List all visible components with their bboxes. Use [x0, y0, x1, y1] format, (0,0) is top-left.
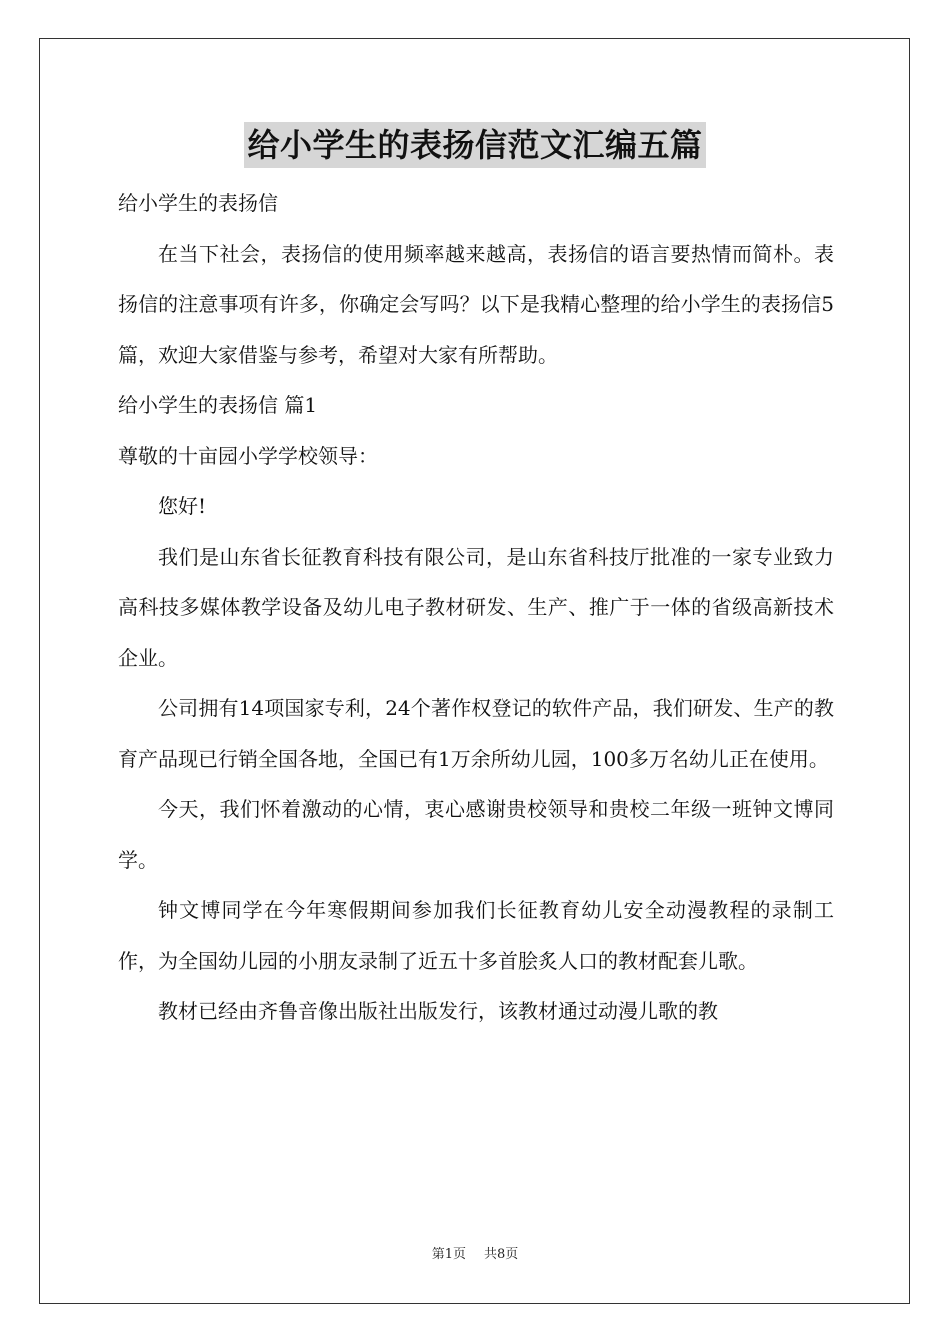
- salutation: 尊敬的十亩园小学学校领导：: [118, 443, 378, 468]
- document-title: 给小学生的表扬信范文汇编五篇: [244, 122, 705, 168]
- page-number: 第1页: [431, 1247, 466, 1262]
- document-body: [118, 178, 834, 1037]
- paragraph: 给小学生的表扬信: [118, 191, 278, 215]
- greeting: 您好!: [158, 494, 207, 518]
- paragraph: 钟文博同学在今年寒假期间参加我们长征教育幼儿安全动漫教程的录制工作，为全国幼儿园的小朋友录制了近五十多首脍炙人口的教材配套儿歌。: [118, 898, 834, 973]
- paragraph: 公司拥有14项国家专利，24个著作权登记的软件产品，我们研发、生产的教育产品现已行销全国各地，全国已有1万余所幼儿园，100多万名幼儿正在使用。: [118, 696, 834, 771]
- section-heading: 给小学生的表扬信 篇1: [118, 393, 318, 417]
- paragraph: 在当下社会，表扬信的使用频率越来越高，表扬信的语言要热情而简朴。表扬信的注意事项有许多，你确定会写吗？以下是我精心整理的给小学生的表扬信5篇，欢迎大家借鉴与参考，希望对大家有所帮助。: [118, 241, 834, 367]
- page-footer: [0, 1246, 950, 1264]
- paragraph: 我们是山东省长征教育科技有限公司，是山东省科技厅批准的一家专业致力高科技多媒体教学设备及幼儿电子教材研发、生产、推广于一体的省级高新技术企业。: [118, 544, 834, 670]
- paragraph: 今天，我们怀着激动的心情，衷心感谢贵校领导和贵校二年级一班钟文博同学。: [118, 797, 834, 872]
- title-container: [0, 122, 950, 168]
- page-total: 共8页: [484, 1247, 519, 1262]
- paragraph: 教材已经由齐鲁音像出版社出版发行，该教材通过动漫儿歌的教: [158, 999, 718, 1023]
